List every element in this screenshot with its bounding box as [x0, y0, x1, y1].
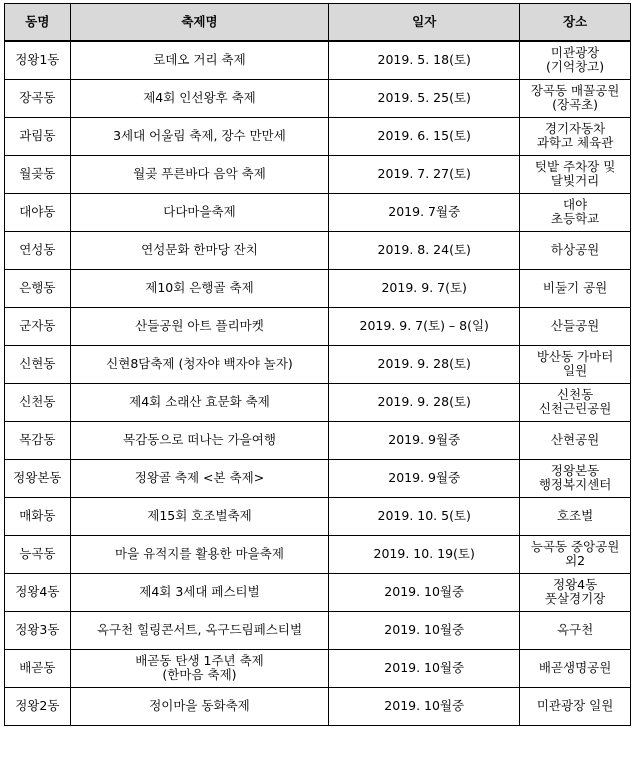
cell-date: 2019. 7. 27(토) [329, 155, 520, 193]
table-row [5, 79, 631, 117]
table-row [5, 573, 631, 611]
cell-dong: 정왕1동 [5, 41, 71, 79]
cell-place: 옥구천 [520, 611, 631, 649]
cell-place: 호조벌 [520, 497, 631, 535]
table-row [5, 155, 631, 193]
cell-date: 2019. 7월중 [329, 193, 520, 231]
cell-dong: 은행동 [5, 269, 71, 307]
cell-dong: 장곡동 [5, 79, 71, 117]
cell-dong: 정왕3동 [5, 611, 71, 649]
table-row [5, 231, 631, 269]
table-row [5, 459, 631, 497]
cell-place: 미관광장 (기억창고) [520, 41, 631, 79]
cell-festival-name: 산들공원 아트 플리마켓 [70, 307, 329, 345]
cell-dong: 배곧동 [5, 649, 71, 687]
cell-place: 배곧생명공원 [520, 649, 631, 687]
cell-festival-name: 제10회 은행골 축제 [70, 269, 329, 307]
cell-festival-name: 제4회 소래산 효문화 축제 [70, 383, 329, 421]
cell-dong: 능곡동 [5, 535, 71, 573]
cell-dong: 대야동 [5, 193, 71, 231]
cell-place: 텃밭 주차장 및 달빛거리 [520, 155, 631, 193]
table-row [5, 687, 631, 725]
cell-festival-name: 다다마을축제 [70, 193, 329, 231]
table-row [5, 269, 631, 307]
cell-dong: 정왕2동 [5, 687, 71, 725]
cell-place: 대야 초등학교 [520, 193, 631, 231]
cell-date: 2019. 10월중 [329, 573, 520, 611]
cell-place: 미관광장 일원 [520, 687, 631, 725]
table-row [5, 497, 631, 535]
cell-date: 2019. 10. 5(토) [329, 497, 520, 535]
cell-place: 비둘기 공원 [520, 269, 631, 307]
cell-festival-name: 연성문화 한마당 잔치 [70, 231, 329, 269]
cell-place: 정왕본동 행정복지센터 [520, 459, 631, 497]
table-row [5, 193, 631, 231]
table-row [5, 611, 631, 649]
cell-festival-name: 배곧동 탄생 1주년 축제 (한마음 축제) [70, 649, 329, 687]
cell-place: 신천동 신천근린공원 [520, 383, 631, 421]
table-row [5, 421, 631, 459]
cell-dong: 정왕4동 [5, 573, 71, 611]
cell-date: 2019. 9월중 [329, 421, 520, 459]
header-dong: 동명 [5, 4, 71, 42]
cell-date: 2019. 10월중 [329, 687, 520, 725]
header-festival-name: 축제명 [70, 4, 329, 42]
cell-festival-name: 목감동으로 떠나는 가을여행 [70, 421, 329, 459]
cell-dong: 신천동 [5, 383, 71, 421]
table-row [5, 345, 631, 383]
cell-place: 경기자동차 과학고 체육관 [520, 117, 631, 155]
cell-date: 2019. 10월중 [329, 611, 520, 649]
cell-festival-name: 제4회 인선왕후 축제 [70, 79, 329, 117]
cell-festival-name: 옥구천 힐링콘서트, 옥구드림페스티벌 [70, 611, 329, 649]
table-header-row [5, 4, 631, 42]
table-row [5, 117, 631, 155]
cell-date: 2019. 6. 15(토) [329, 117, 520, 155]
cell-date: 2019. 9. 28(토) [329, 383, 520, 421]
cell-dong: 목감동 [5, 421, 71, 459]
cell-festival-name: 마을 유적지를 활용한 마을축제 [70, 535, 329, 573]
festival-table [4, 3, 631, 726]
table-row [5, 535, 631, 573]
cell-festival-name: 제4회 3세대 페스티벌 [70, 573, 329, 611]
cell-place: 산들공원 [520, 307, 631, 345]
cell-date: 2019. 9. 28(토) [329, 345, 520, 383]
cell-festival-name: 정이마을 동화축제 [70, 687, 329, 725]
cell-date: 2019. 5. 25(토) [329, 79, 520, 117]
cell-place: 하상공원 [520, 231, 631, 269]
table-row [5, 307, 631, 345]
cell-dong: 신현동 [5, 345, 71, 383]
header-place: 장소 [520, 4, 631, 42]
cell-date: 2019. 5. 18(토) [329, 41, 520, 79]
header-date: 일자 [329, 4, 520, 42]
cell-dong: 과림동 [5, 117, 71, 155]
cell-festival-name: 제15회 호조벌축제 [70, 497, 329, 535]
cell-place: 장곡동 매꼴공원 (장곡초) [520, 79, 631, 117]
cell-festival-name: 월곶 푸른바다 음악 축제 [70, 155, 329, 193]
cell-dong: 매화동 [5, 497, 71, 535]
cell-date: 2019. 9월중 [329, 459, 520, 497]
cell-place: 능곡동 중앙공원 외2 [520, 535, 631, 573]
cell-festival-name: 신현8담축제 (청자야 백자야 놀자) [70, 345, 329, 383]
cell-dong: 정왕본동 [5, 459, 71, 497]
table-row [5, 383, 631, 421]
table-row [5, 41, 631, 79]
cell-place: 방산동 가마터 일원 [520, 345, 631, 383]
cell-festival-name: 로데오 거리 축제 [70, 41, 329, 79]
festival-table-container [4, 3, 631, 726]
cell-date: 2019. 9. 7(토) [329, 269, 520, 307]
cell-festival-name: 3세대 어울림 축제, 장수 만만세 [70, 117, 329, 155]
cell-date: 2019. 10. 19(토) [329, 535, 520, 573]
cell-place: 정왕4동 풋살경기장 [520, 573, 631, 611]
cell-date: 2019. 9. 7(토) – 8(일) [329, 307, 520, 345]
table-row [5, 649, 631, 687]
cell-date: 2019. 8. 24(토) [329, 231, 520, 269]
cell-date: 2019. 10월중 [329, 649, 520, 687]
cell-dong: 군자동 [5, 307, 71, 345]
cell-dong: 연성동 [5, 231, 71, 269]
cell-dong: 월곶동 [5, 155, 71, 193]
cell-festival-name: 정왕골 축제 <본 축제> [70, 459, 329, 497]
cell-place: 산현공원 [520, 421, 631, 459]
